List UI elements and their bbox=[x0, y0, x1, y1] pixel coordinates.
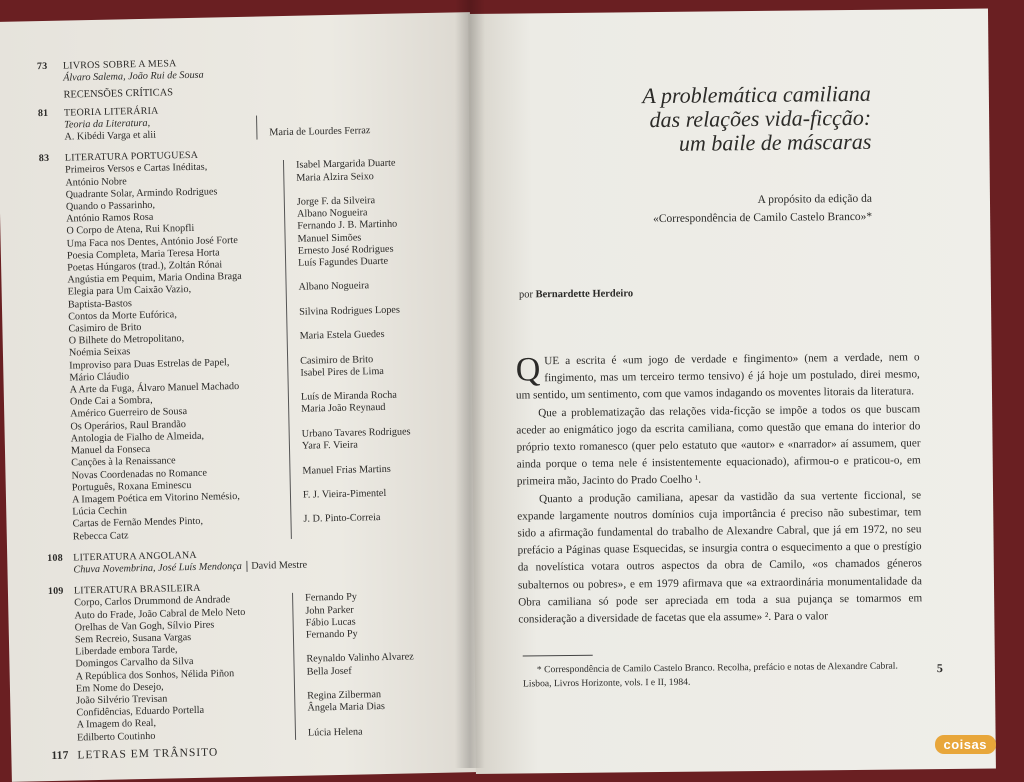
toc-item: António Nobre bbox=[65, 175, 127, 189]
toc-item: Improviso para Duas Estrelas de Papel, bbox=[69, 356, 230, 372]
toc-reviewer: Fábio Lucas bbox=[305, 616, 356, 629]
paragraph-text: UE a escrita é «um jogo de verdade e fingimento» (nem a verdade, nem o fingimento, mas um terceiro termo tensivo) é já hoje um postulado, direi mesmo, um sentido, um sentimento, com que vamos indagando os moventes litorais da literatura. bbox=[515, 351, 920, 402]
toc-reviewer: Ernesto José Rodrigues bbox=[297, 243, 394, 257]
paragraph: Quanto a produção camiliana, apesar da vastidão da sua vertente ficcional, se expande largamente noutros domínios cuja importância é preciso não subestimar, tem sido a afirmação fundamental do trabalho de Alexandre Cabral, que já em 1972, no seu prefácio a Páginas quase Esquecidas, se insurgia contra o esquecimento a que o prestígio da novelística votara outros aspectos da obra de Camilo, «os chamados géneros subalternos ou pobres», e em 1979 afirmava que «a extraordinária monumentalidade da Obra camiliana só pode ser apreciada em toda a sua pujança se tomarmos em consideração a diversidade de facetas que ela assume» ². Para o valor bbox=[517, 488, 923, 626]
paragraph: Que a problematização das relações vida-ficção se impõe a todos os que buscam aceder ao enigmático jogo da escrita camiliana, como questão que emana do interior do próprio texto romanesco (quer pelo estatuto que «autor» e «narrador» aí assumem, quer ainda porque o tema nele é insistentemente equacionado), afirmou-o e praticou-o, em primeira mão, Jacinto do Prado Coelho ¹. bbox=[516, 402, 921, 488]
toc-reviewer: Casimiro de Brito bbox=[300, 353, 374, 367]
toc-reviewer: J. D. Pinto-Correia bbox=[303, 512, 381, 525]
toc-item: Poetas Húngaros (trad.), Zoltán Rónai bbox=[67, 259, 223, 274]
toc-authors: Álvaro Salema, João Rui de Sousa bbox=[63, 69, 204, 84]
toc-item: Uma Faca nos Dentes, António José Forte bbox=[66, 234, 238, 250]
table-of-contents bbox=[37, 53, 452, 762]
toc-item: A. Kibédi Varga et alii bbox=[64, 129, 157, 143]
toc-item: Edilberto Coutinho bbox=[76, 730, 156, 744]
toc-item: Canções à la Renaissance bbox=[71, 455, 176, 469]
toc-item: Liberdade embora Tarde, bbox=[75, 644, 178, 658]
article-title bbox=[642, 82, 871, 156]
toc-reviewer: Urbano Tavares Rodrigues bbox=[301, 426, 411, 440]
toc-page-number: 73 bbox=[36, 60, 48, 73]
drop-cap: Q bbox=[515, 351, 541, 389]
toc-section-title: LITERATURA ANGOLANA bbox=[73, 549, 197, 564]
toc-item: António Ramos Rosa bbox=[66, 211, 154, 225]
toc-item: Baptista-Bastos bbox=[67, 297, 132, 311]
toc-reviewer: Jorge F. da Silveira bbox=[296, 195, 376, 208]
article-subtitle bbox=[653, 190, 872, 228]
toc-item: Poesia Completa, Maria Teresa Horta bbox=[66, 247, 220, 262]
toc-item: A Arte da Fuga, Álvaro Manuel Machado bbox=[69, 381, 240, 396]
toc-item: A Imagem Poética em Vitorino Nemésio, bbox=[71, 490, 240, 506]
watermark-logo: coisas bbox=[935, 735, 996, 754]
article-author bbox=[519, 288, 633, 300]
toc-page-number: 83 bbox=[38, 153, 50, 165]
toc-item: Elegia para Um Caixão Vazio, bbox=[67, 284, 192, 299]
toc-item: Noémia Seixas bbox=[68, 346, 131, 360]
toc-item: Onde Cai a Sombra, bbox=[69, 395, 153, 408]
toc-reviewer: Reynaldo Valinho Alvarez bbox=[306, 651, 414, 665]
toc-page-number: 109 bbox=[47, 585, 64, 598]
toc-items-column bbox=[48, 593, 295, 745]
toc-item: Mário Cláudio bbox=[69, 371, 130, 384]
toc-item: Confidências, Eduardo Portella bbox=[76, 704, 205, 719]
toc-reviewer: Silvina Rodrigues Lopes bbox=[299, 304, 400, 318]
paragraph bbox=[516, 349, 921, 405]
article-title-line: das relações vida-ficção: bbox=[649, 104, 872, 133]
toc-item: Quadrante Solar, Armindo Rodrigues bbox=[65, 186, 218, 201]
article-body bbox=[516, 349, 923, 628]
toc-reviewer: Regina Zilberman bbox=[307, 689, 382, 702]
footnote-rule bbox=[523, 655, 593, 657]
toc-reviewer: David Mestre bbox=[246, 560, 307, 572]
toc-reviewer: Bella Josef bbox=[306, 665, 352, 678]
toc-section-title: LIVROS SOBRE A MESA bbox=[62, 58, 177, 72]
toc-reviewer: Yara F. Vieira bbox=[301, 439, 358, 452]
toc-item: O Corpo de Atena, Rui Knopfli bbox=[66, 223, 195, 238]
toc-item: Português, Roxana Eminescu bbox=[71, 479, 192, 494]
toc-reviewer: Fernando J. B. Martinho bbox=[297, 219, 398, 233]
toc-reviewer: F. J. Vieira-Pimentel bbox=[302, 487, 387, 501]
toc-reviewer: Lúcia Helena bbox=[307, 726, 363, 739]
toc-reviewer: Ângela Maria Dias bbox=[307, 701, 386, 714]
toc-item: Orelhas de Van Gogh, Sílvio Pires bbox=[74, 619, 215, 634]
toc-item: Cartas de Fernão Mendes Pinto, bbox=[72, 516, 204, 530]
toc-reviewer: Isabel Pires de Lima bbox=[300, 365, 384, 379]
toc-item: Em Nome do Desejo, bbox=[75, 681, 164, 695]
toc-item: A Imagem do Real, bbox=[76, 718, 157, 731]
toc-items-column bbox=[39, 160, 291, 543]
article-subtitle-line: A propósito da edição da bbox=[757, 192, 873, 206]
article-subtitle-line: «Correspondência de Camilo Castelo Branco»* bbox=[653, 210, 873, 226]
toc-item: Domingos Carvalho da Silva bbox=[75, 656, 194, 670]
toc-item: Os Operários, Raul Brandão bbox=[70, 418, 187, 433]
author-prefix: por bbox=[518, 289, 534, 301]
toc-recensoes-heading: RECENSÕES CRÍTICAS bbox=[63, 87, 174, 102]
toc-item: Corpo, Carlos Drummond de Andrade bbox=[74, 594, 231, 609]
toc-item: Rebecca Catz bbox=[72, 529, 129, 543]
toc-item: Primeiros Versos e Cartas Inéditas, bbox=[65, 162, 208, 177]
toc-item: João Silvério Trevisan bbox=[76, 693, 168, 707]
article-title-line: A problemática camiliana bbox=[642, 80, 871, 109]
toc-reviewer: Luís de Miranda Rocha bbox=[300, 389, 397, 403]
toc-item: Quando o Passarinho, bbox=[65, 199, 156, 213]
toc-reviewers-column bbox=[292, 591, 415, 740]
toc-reviewer: Albano Nogueira bbox=[296, 207, 368, 220]
toc-reviewer: Maria Alzira Seixo bbox=[296, 170, 374, 184]
toc-item: Lúcia Cechin bbox=[72, 505, 127, 518]
toc-section-109 bbox=[48, 578, 451, 745]
page-number: 5 bbox=[936, 661, 943, 676]
toc-reviewer: Luís Fagundes Duarte bbox=[298, 255, 389, 269]
toc-section-83 bbox=[39, 145, 447, 544]
toc-page-number: 117 bbox=[51, 749, 69, 762]
toc-item: Contos da Morte Eufórica, bbox=[68, 309, 177, 323]
toc-item: Américo Guerreiro de Sousa bbox=[70, 406, 188, 421]
toc-section-title: LITERATURA PORTUGUESA bbox=[64, 150, 199, 164]
toc-item: Novas Coordenadas no Romance bbox=[71, 467, 208, 482]
author-name: Bernardette Herdeiro bbox=[535, 288, 634, 301]
left-page bbox=[0, 12, 486, 782]
toc-reviewers-column bbox=[283, 158, 413, 539]
article-title-line: um baile de máscaras bbox=[678, 128, 872, 156]
toc-item: Angústia em Pequim, Maria Ondina Braga bbox=[67, 271, 242, 286]
toc-reviewer: Isabel Margarida Duarte bbox=[295, 158, 396, 172]
toc-reviewer: Albano Nogueira bbox=[298, 280, 370, 294]
toc-reviewer: Maria João Reynaud bbox=[301, 402, 386, 416]
toc-section-title: LITERATURA BRASILEIRA bbox=[73, 582, 201, 597]
toc-reviewer: Manuel Frias Martins bbox=[302, 463, 391, 477]
toc-reviewer: Maria de Lourdes Ferraz bbox=[269, 124, 371, 139]
toc-reviewer: Manuel Simões bbox=[297, 232, 362, 245]
toc-item: Auto do Frade, João Cabral de Melo Neto bbox=[74, 606, 246, 622]
toc-reviewer: John Parker bbox=[305, 604, 354, 617]
toc-page-number: 108 bbox=[47, 552, 63, 564]
toc-item: Antologia de Fialho de Almeida, bbox=[70, 430, 205, 445]
toc-reviewer: Fernando Py bbox=[305, 591, 358, 604]
toc-reviewer: Fernando Py bbox=[305, 628, 358, 641]
toc-item: A República dos Sonhos, Nélida Piñon bbox=[75, 667, 235, 683]
book-spine-shadow bbox=[455, 0, 485, 768]
toc-item: Teoria da Literatura, bbox=[64, 117, 151, 131]
toc-page-number: 81 bbox=[37, 107, 49, 119]
toc-item: O Bilhete do Metropolitano, bbox=[68, 333, 185, 347]
toc-section-title: TEORIA LITERÁRIA bbox=[63, 105, 159, 119]
toc-section-title: LETRAS EM TRÂNSITO bbox=[77, 746, 219, 762]
toc-item: Sem Recreio, Susana Vargas bbox=[74, 631, 192, 646]
toc-item: Chuva Novembrina, José Luís Mendonça bbox=[73, 560, 242, 576]
right-page bbox=[468, 9, 996, 774]
toc-reviewer: Maria Estela Guedes bbox=[299, 329, 385, 342]
toc-item: Manuel da Fonseca bbox=[70, 443, 151, 457]
toc-item: Casimiro de Brito bbox=[68, 322, 142, 335]
footnote: * Correspondência de Camilo Castelo Branco. Recolha, prefácio e notas de Alexandre Cabral. Lisboa, Livros Horizonte, vols. I e II, 1984. bbox=[522, 660, 898, 690]
